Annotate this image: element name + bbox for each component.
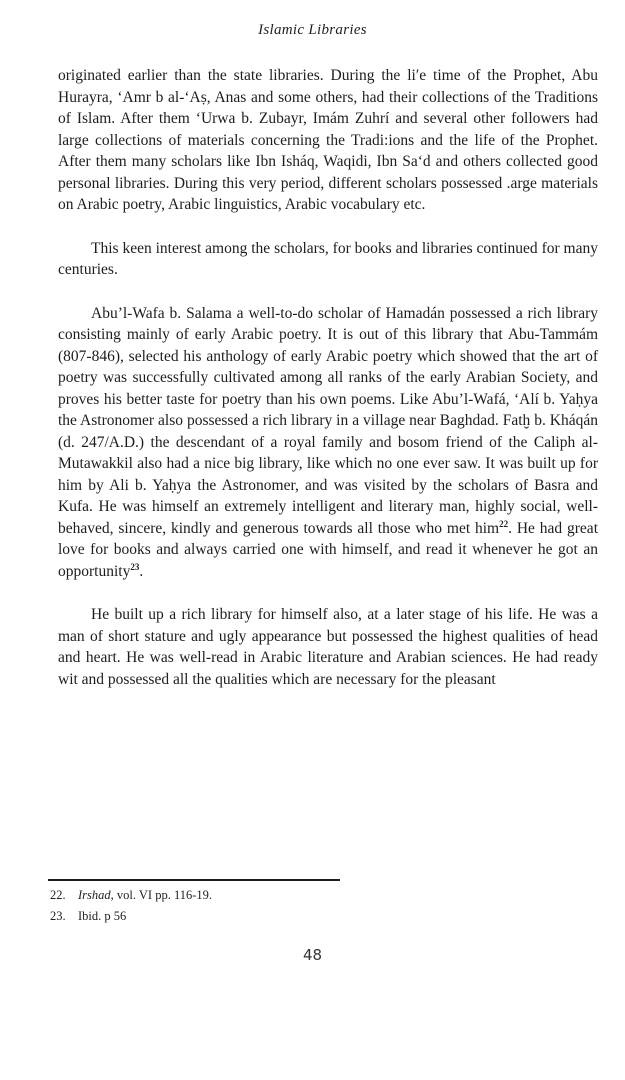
footnotes — [50, 885, 450, 927]
footnote-citation: , vol. VI pp. 116-19. — [110, 888, 213, 902]
footnote-ref-23[interactable]: 23 — [130, 561, 140, 572]
footnote-ref-22[interactable]: 22 — [499, 518, 509, 529]
paragraph-2: This keen interest among the scholars, for books and libraries continued for many centuries. — [58, 239, 598, 278]
paragraph-1: originated earlier than the state libraries. During the li′e time of the Prophet, Abu Hurayra, ‘Amr b al-‘Aṣ, Anas and some others, had their collections of the Traditions of Islam. After them ‘Urwa b. Zubayr, Imám Zuhrí and several other followers had large collections of materials concerning the Tradi:ions and the life of the Prophet. After them many scholars like Ibn Isháq, Waqidi, Ibn Sa‘d and others collected good personal libraries. During this very period, different scholars possessed .arge materials on Arabic poetry, Arabic linguistics, Arabic vocabulary etc. — [58, 67, 598, 213]
footnote-divider — [48, 879, 340, 881]
paragraph-3 — [58, 303, 598, 583]
paragraph-3-end: . — [139, 562, 144, 580]
footnote-number: 23. — [50, 909, 66, 923]
footnote-23 — [50, 906, 450, 927]
footnote-source-title: Irshad — [78, 888, 111, 902]
body-text — [58, 65, 598, 690]
paragraph-4: He built up a rich library for himself also, at a later stage of his life. He was a man of short stature and ugly appearance but possessed the highest qualities of head and heart. He was well-read in Arabic literature and Arabian sciences. He had ready wit and possessed all the qualities which are necessary for the pleasant — [58, 606, 598, 688]
running-head: Islamic Libraries — [258, 22, 367, 38]
footnote-text — [78, 885, 212, 906]
footnote-22 — [50, 885, 450, 906]
page-number: 48 — [302, 946, 323, 964]
paragraph-3-text: Abu’l-Wafa b. Salama a well-to-do scholar of Hamadán possessed a rich library consisting mainly of early Arabic poetry. It is out of this library that Abu-Tammám (807-846), selected his anthology of early Arabic poetry which showed that the art of poetry was successfully cultivated among all ranks of the early Arabian Society, and proves his better taste for poetry than his own poems. Like Abu’l-Wafá, ‘Alí b. Yaḥya the Astronomer also possessed a rich library in a village near Baghdad. Fatḫ b. Kháqán (d. 247/A.D.) the descendant of a royal family and bosom friend of the Caliph al-Mutawakkil also had a nice big library, like which no one ever saw. It was built up for him by Ali b. Yaḥya the Astronomer, and was visited by the scholars of Basra and Kufa. He was himself an extremely intelligent and literary man, highly social, well-behaved, sincere, kindly and generous towards all those who met him — [58, 304, 598, 537]
footnote-citation: Ibid. p 56 — [78, 909, 127, 923]
paragraph-3-middle: . He had great love for books and always carried one with himself, and read it whenever he got an opportunity — [58, 519, 598, 580]
footnote-number: 22. — [50, 888, 66, 902]
